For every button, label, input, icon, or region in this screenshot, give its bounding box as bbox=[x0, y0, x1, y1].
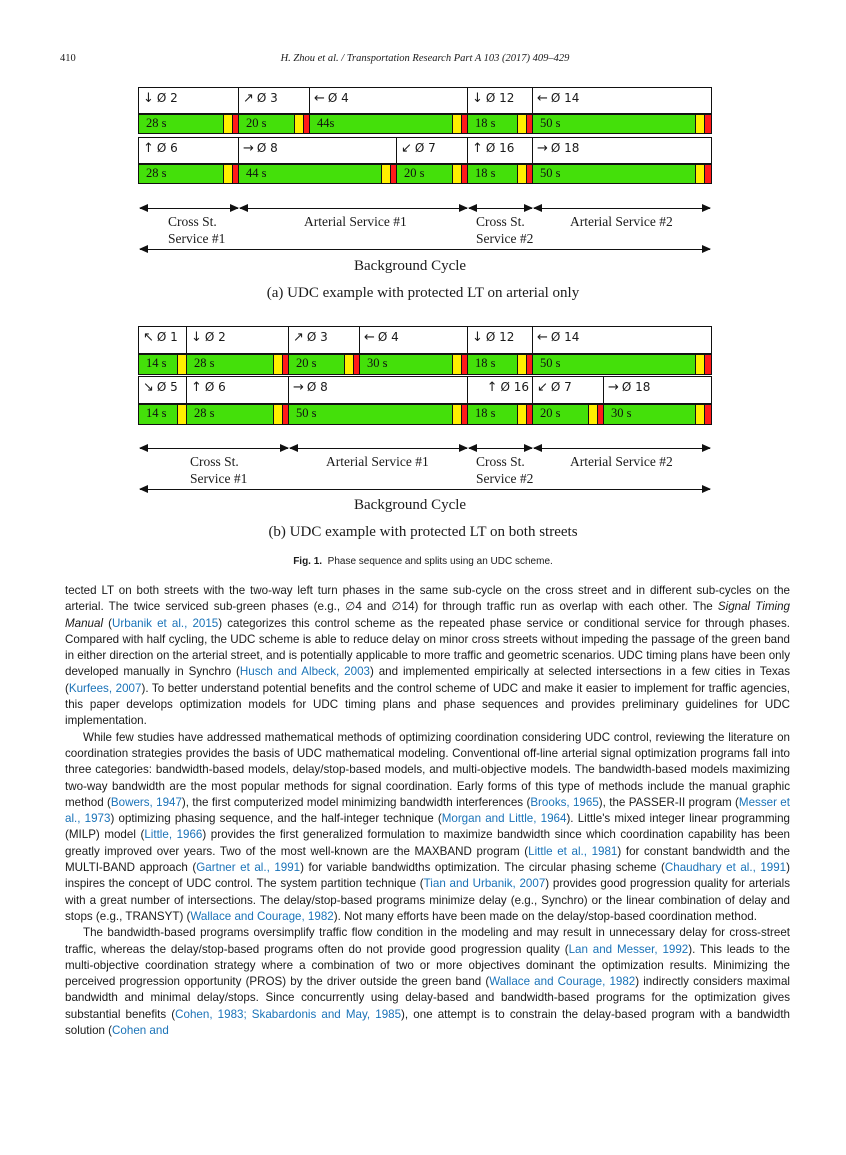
split-bar bbox=[396, 164, 469, 184]
text-run: ). Not many efforts have been made on the delay/stop-based coordination method. bbox=[333, 909, 757, 923]
figure-caption-label: Fig. 1. bbox=[293, 556, 323, 567]
split-label: 20 s bbox=[246, 116, 267, 130]
citation-link[interactable]: Gartner et al., 1991 bbox=[196, 861, 301, 875]
citation-link[interactable]: Kurfees, 2007 bbox=[68, 681, 142, 695]
phase-cell bbox=[532, 376, 605, 404]
phase-label: Ø 12 bbox=[485, 330, 515, 344]
phase-cell bbox=[138, 326, 188, 354]
split-bar bbox=[288, 404, 469, 425]
split-label: 20 s bbox=[540, 406, 561, 420]
red-interval bbox=[704, 405, 711, 424]
phase-cell bbox=[238, 87, 311, 114]
down-left-arrow-icon: ↙ bbox=[401, 141, 412, 156]
split-label: 28 s bbox=[146, 166, 167, 180]
split-label: 30 s bbox=[611, 406, 632, 420]
service-label: Arterial Service #2 bbox=[570, 454, 673, 469]
figure-caption bbox=[0, 556, 846, 567]
journal-citation: H. Zhou et al. / Transportation Research Part A 103 (2017) 409–429 bbox=[280, 53, 570, 64]
phase-cell bbox=[467, 87, 534, 114]
split-label: 28 s bbox=[194, 356, 215, 370]
split-bar bbox=[138, 114, 240, 134]
paragraph-1 bbox=[65, 583, 790, 730]
phase-label: Ø 1 bbox=[156, 330, 178, 344]
split-label: 20 s bbox=[404, 166, 425, 180]
text-run: ). This leads to the multi-objective coordination strategy where a combination of two or more objectives dominant the optimization results. Minimizing the perceived progression opportunity (PROS) by the driver outside the green band ( bbox=[65, 942, 791, 989]
service-arrow bbox=[240, 208, 467, 209]
phase-cell bbox=[138, 376, 188, 404]
figure-a-row-2 bbox=[138, 137, 712, 187]
right-arrow-icon: → bbox=[293, 380, 304, 395]
citation-link[interactable]: Bowers, 1947 bbox=[110, 795, 182, 809]
phase-cell bbox=[186, 326, 290, 354]
split-label: 18 s bbox=[475, 166, 496, 180]
figure-b-caption: (b) UDC example with protected LT on both streets bbox=[268, 524, 578, 540]
phase-label: Ø 2 bbox=[156, 91, 178, 105]
phase-label: Ø 14 bbox=[550, 91, 580, 105]
split-bar bbox=[532, 114, 712, 134]
citation-link[interactable]: Cohen and bbox=[112, 1024, 169, 1038]
split-bar bbox=[238, 114, 311, 134]
service-arrow bbox=[469, 208, 532, 209]
red-interval bbox=[704, 115, 711, 133]
service-label: Cross St. Service #2 bbox=[476, 214, 534, 246]
split-bar bbox=[238, 164, 398, 184]
text-run: ) indirectly considers maximal bandwidth and minimal delay/stops. Since concurrently using delay-based and bandwidth-based programs for the optimization gives substantial benefits ( bbox=[65, 975, 790, 1021]
service-arrow bbox=[469, 448, 532, 449]
split-bar bbox=[186, 404, 290, 425]
split-label: 50 s bbox=[540, 356, 561, 370]
split-label: 50 s bbox=[540, 166, 561, 180]
phase-cell bbox=[288, 326, 361, 354]
phase-cell bbox=[467, 376, 534, 404]
phase-label: Ø 6 bbox=[156, 141, 178, 155]
split-label: 18 s bbox=[475, 116, 496, 130]
paragraph-2 bbox=[65, 730, 790, 926]
citation-link[interactable]: Lan and Messer, 1992 bbox=[568, 942, 689, 956]
citation-link[interactable]: Little, 1966 bbox=[144, 828, 203, 842]
text-run: ) provides good progression quality for arterials with a great number of intersections. The delay/stop-based programs minimize delay (e.g., Synchro) or the linear combination of delay and stops (e.g., TRANSYT) ( bbox=[65, 877, 790, 923]
up-arrow-icon: ↑ bbox=[191, 380, 202, 395]
citation-link[interactable]: Cohen, 1983; Skabardonis and May, 1985 bbox=[175, 1007, 402, 1021]
cycle-label: Background Cycle bbox=[354, 497, 467, 513]
split-bar bbox=[532, 164, 712, 184]
running-head bbox=[60, 53, 790, 67]
citation-link[interactable]: Little et al., 1981 bbox=[528, 844, 618, 858]
citation-link[interactable]: Urbanik et al., 2015 bbox=[112, 616, 219, 630]
split-label: 28 s bbox=[146, 116, 167, 130]
left-arrow-icon: ← bbox=[364, 330, 375, 345]
right-arrow-icon: → bbox=[608, 380, 619, 395]
split-label: 18 s bbox=[475, 356, 496, 370]
page-number: 410 bbox=[60, 53, 76, 64]
figure-caption-text: Phase sequence and splits using an UDC scheme. bbox=[327, 556, 553, 567]
split-bar bbox=[138, 354, 188, 375]
phase-label: Ø 8 bbox=[256, 141, 278, 155]
text-run: ) and implemented empirically at selected intersections in a few cities in Texas ( bbox=[65, 665, 790, 695]
phase-cell bbox=[532, 87, 712, 114]
up-right-arrow-icon: ↗ bbox=[293, 330, 304, 345]
phase-label: Ø 16 bbox=[485, 141, 515, 155]
phase-label: Ø 3 bbox=[256, 91, 278, 105]
text-run: tected LT on both streets with the two-way left turn phases in the same sub-cycle on the cross street and in different sub-cycles on the arterial. The twice serviced sub-green phases (e.g., ∅4 and ∅14) for through traffic run as overlap with each other. The bbox=[65, 584, 790, 614]
figure-b-row-1 bbox=[138, 326, 712, 376]
figure-a-row-1 bbox=[138, 87, 712, 137]
split-label: 50 s bbox=[296, 406, 317, 420]
split-bar bbox=[467, 164, 534, 184]
phase-cell bbox=[309, 87, 469, 114]
up-arrow-icon: ↑ bbox=[143, 141, 154, 156]
down-right-arrow-icon: ↘ bbox=[143, 380, 154, 395]
text-run: ), the first computerized model minimizing bandwidth interferences ( bbox=[181, 795, 531, 809]
split-bar bbox=[138, 164, 240, 184]
service-label: Arterial Service #1 bbox=[326, 454, 429, 469]
cycle-label: Background Cycle bbox=[354, 258, 467, 274]
service-arrow bbox=[140, 208, 238, 209]
phase-label: Ø 18 bbox=[621, 380, 651, 394]
citation-link[interactable]: Wallace and Courage, 1982 bbox=[190, 909, 334, 923]
phase-label: Ø 8 bbox=[306, 380, 328, 394]
phase-cell bbox=[467, 137, 534, 164]
right-arrow-icon: → bbox=[537, 141, 548, 156]
phase-cell bbox=[138, 137, 240, 164]
figure-a-caption: (a) UDC example with protected LT on arterial only bbox=[266, 285, 580, 301]
text-run: ) provides the first generalized formulation to maximize bandwidth since which coordination capability has been greatly improved over years. Two of the most well-known are the MAXBAND program ( bbox=[65, 828, 790, 858]
split-label: 44s bbox=[317, 116, 335, 130]
cycle-arrow bbox=[140, 249, 710, 250]
text-run: ( bbox=[103, 616, 113, 630]
italic-title: Signal Timing Manual bbox=[65, 600, 790, 630]
red-interval bbox=[704, 165, 711, 183]
cycle-arrow bbox=[140, 489, 710, 490]
citation-link[interactable]: Brooks, 1965 bbox=[530, 795, 599, 809]
figure-b-row-2 bbox=[138, 376, 712, 426]
text-run: While few studies have addressed mathematical methods of optimizing coordination considering UDC control, reviewing the literature on coordination strategies provides the basis of UDC mathematical modeling. Conventional off-line arterial signal optimization programs fall into three categories: bandwidth-based models, delay/stop-based models, and multi-objective models. The bandwidth-based models maximizing two-way bandwidth are the most popular methods for signal coordination. Early forms of this type of methods include the manual graphic method ( bbox=[65, 730, 790, 809]
split-label: 30 s bbox=[367, 356, 388, 370]
phase-label: Ø 2 bbox=[204, 330, 226, 344]
phase-cell bbox=[288, 376, 469, 404]
phase-label: Ø 3 bbox=[306, 330, 328, 344]
service-label: Arterial Service #1 bbox=[304, 214, 407, 229]
service-arrow bbox=[534, 448, 710, 449]
text-run: ). To better understand potential benefits and the control scheme of UDC and make it easier to implement for traffic agencies, this paper develops optimization models for UDC timing plans and phase sequences and provides preliminary guidelines for UDC implementation. bbox=[65, 681, 790, 728]
phase-cell bbox=[359, 326, 469, 354]
text-run: ) inspires the concept of UDC control. The system partition technique ( bbox=[65, 861, 791, 891]
text-run: ). Little's mixed integer linear programming (MILP) model ( bbox=[65, 812, 790, 842]
service-arrow bbox=[534, 208, 710, 209]
split-label: 20 s bbox=[296, 356, 317, 370]
figure-b bbox=[138, 326, 712, 526]
left-arrow-icon: ← bbox=[537, 91, 548, 106]
split-bar bbox=[467, 404, 534, 425]
phase-label: Ø 5 bbox=[156, 380, 178, 394]
citation-link[interactable]: Messer et al., 1973 bbox=[65, 795, 790, 826]
split-label: 14 s bbox=[146, 356, 167, 370]
text-run: The bandwidth-based programs oversimplify traffic flow condition in the modeling and may result in unnecessary delay for cross-street traffic, whereas the delay/stop-based programs often do not provide good progression quality ( bbox=[65, 926, 790, 956]
service-label: Arterial Service #2 bbox=[570, 214, 673, 229]
up-left-arrow-icon: ↖ bbox=[143, 330, 154, 345]
text-run: ) for variable bandwidths optimization. The circular phasing scheme ( bbox=[300, 861, 665, 875]
up-arrow-icon: ↑ bbox=[486, 380, 498, 395]
phase-label: Ø 7 bbox=[414, 141, 436, 155]
up-arrow-icon: ↑ bbox=[472, 141, 483, 156]
citation-link[interactable]: Wallace and Courage, 1982 bbox=[489, 975, 636, 989]
figure-a bbox=[138, 87, 712, 287]
split-bar bbox=[532, 404, 605, 425]
body-text bbox=[65, 583, 790, 1039]
left-arrow-icon: ← bbox=[314, 91, 325, 106]
phase-cell bbox=[467, 326, 534, 354]
text-run: ) for constant bandwidth and the MULTI-BAND approach ( bbox=[65, 844, 790, 875]
split-bar bbox=[603, 404, 712, 425]
service-arrow bbox=[140, 448, 288, 449]
split-label: 14 s bbox=[146, 406, 167, 420]
citation-link[interactable]: Tian and Urbanik, 2007 bbox=[423, 877, 546, 891]
citation-link[interactable]: Husch and Albeck, 2003 bbox=[239, 665, 370, 679]
down-left-arrow-icon: ↙ bbox=[537, 380, 548, 395]
split-label: 28 s bbox=[194, 406, 215, 420]
phase-label: Ø 14 bbox=[550, 330, 580, 344]
down-arrow-icon: ↓ bbox=[143, 91, 154, 106]
paragraph-3 bbox=[65, 925, 790, 1039]
phase-label: Ø 4 bbox=[377, 330, 399, 344]
up-right-arrow-icon: ↗ bbox=[243, 91, 254, 106]
phase-label: Ø 16 bbox=[500, 380, 529, 394]
service-label: Cross St. Service #1 bbox=[190, 454, 248, 486]
phase-label: Ø 7 bbox=[550, 380, 572, 394]
phase-cell bbox=[532, 137, 712, 164]
phase-cell bbox=[532, 326, 712, 354]
phase-label: Ø 6 bbox=[204, 380, 226, 394]
phase-cell bbox=[396, 137, 469, 164]
text-run: ), the PASSER-II program ( bbox=[598, 795, 739, 809]
split-bar bbox=[467, 114, 534, 134]
split-bar bbox=[532, 354, 712, 375]
phase-cell bbox=[603, 376, 712, 404]
phase-label: Ø 4 bbox=[327, 91, 349, 105]
split-bar bbox=[359, 354, 469, 375]
split-bar bbox=[186, 354, 290, 375]
left-arrow-icon: ← bbox=[537, 330, 548, 345]
split-bar bbox=[467, 354, 534, 375]
split-bar bbox=[288, 354, 361, 375]
phase-label: Ø 12 bbox=[485, 91, 515, 105]
phase-cell bbox=[138, 87, 240, 114]
phase-cell bbox=[238, 137, 398, 164]
phase-cell bbox=[186, 376, 290, 404]
service-label: Cross St. Service #2 bbox=[476, 454, 534, 486]
split-label: 44 s bbox=[246, 166, 267, 180]
down-arrow-icon: ↓ bbox=[191, 330, 202, 345]
split-label: 50 s bbox=[540, 116, 561, 130]
service-arrow bbox=[290, 448, 467, 449]
down-arrow-icon: ↓ bbox=[472, 330, 483, 345]
text-run: ) optimizing phasing sequence, and the half-integer technique ( bbox=[110, 812, 442, 826]
text-run: ), one attempt is to constrain the delay-based program with a bandwidth solution ( bbox=[65, 1007, 790, 1038]
text-run: ) categorizes this control scheme as the repeated phase service or conditional service for through phases. Compared with half cycling, the UDC scheme is able to reduce delay on minor cross streets without impeding the passage of the green band in either direction on the arterial street, and is potentially applicable to more traffic and geometric scenarios. UDC timing plans have been only developed manually in Synchro ( bbox=[65, 616, 790, 679]
citation-link[interactable]: Morgan and Little, 1964 bbox=[441, 812, 567, 826]
down-arrow-icon: ↓ bbox=[472, 91, 483, 106]
right-arrow-icon: → bbox=[243, 141, 254, 156]
service-label: Cross St. Service #1 bbox=[168, 214, 226, 246]
split-label: 18 s bbox=[475, 406, 496, 420]
split-bar bbox=[138, 404, 188, 425]
phase-label: Ø 18 bbox=[550, 141, 580, 155]
red-interval bbox=[704, 355, 711, 374]
split-bar bbox=[309, 114, 469, 134]
citation-link[interactable]: Chaudhary et al., 1991 bbox=[664, 861, 787, 875]
